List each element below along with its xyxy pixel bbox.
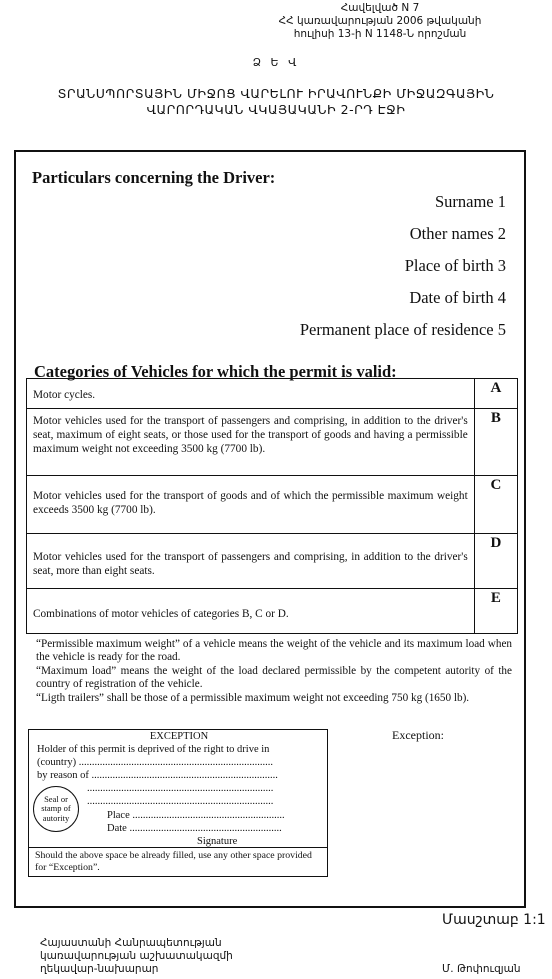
appendix-header xyxy=(230,2,530,41)
category-text: Motor vehicles used for the transport of goods and of which the permissible maximum weight exceeds 3500 kg (7700 lb). xyxy=(27,476,475,534)
document-title xyxy=(0,86,552,118)
definitions xyxy=(36,638,512,705)
definition-light-trailers: “Ligth trailers” shall be those of a permissible maximum weight not exceeding 750 kg (1650 lb). xyxy=(36,691,470,704)
exception-date: Date .......................................................... xyxy=(107,823,282,834)
field-residence: Permanent place of residence 5 xyxy=(299,320,506,339)
definition-permissible-weight: “Permissible maximum weight” of a vehicle means the weight of the vehicle and its maximum load when the vehicle is ready for the road. xyxy=(36,638,512,664)
header-line-2: ՀՀ կառավարության 2006 թվականի xyxy=(278,15,482,27)
title-line-1: ՏՐԱՆՍՊՈՐՏԱՅԻՆ ՄԻՋՈՑ ՎԱՐԵԼՈՒ ԻՐԱՎՈՒՆՔԻ ՄԻՋԱԶԳԱՅԻՆ xyxy=(57,86,495,101)
particulars-heading: Particulars concerning the Driver: xyxy=(32,168,276,187)
scale-label: Մասշտաբ 1:1 xyxy=(442,912,546,928)
exception-box xyxy=(28,729,328,877)
category-letter: D xyxy=(474,534,517,589)
form-code: Ձ Ե Վ xyxy=(252,56,300,69)
signatory-title xyxy=(40,937,233,976)
exception-title: EXCEPTION xyxy=(149,731,209,742)
exception-line-reason: by reason of ....................................................................... xyxy=(37,770,278,781)
exception-line-blank-2: ....................................................................... xyxy=(87,796,274,807)
category-row-a xyxy=(27,379,518,409)
exception-note: Should the above space be already filled, use any other space provided for “Exception”. xyxy=(29,847,327,875)
field-surname: Surname 1 xyxy=(434,192,506,211)
category-row-b xyxy=(27,409,518,476)
signatory-line-3: ղեկավար-նախարար xyxy=(40,963,159,975)
category-row-d xyxy=(27,534,518,589)
category-letter: C xyxy=(474,476,517,534)
signatory-line-1: Հայաստանի Հանրապետության xyxy=(40,937,222,949)
signatory-line-2: կառավարության աշխատակազմի xyxy=(40,950,233,962)
category-row-c xyxy=(27,476,518,534)
categories-heading: Categories of Vehicles for which the permit is valid: xyxy=(34,362,397,381)
field-date-of-birth: Date of birth 4 xyxy=(409,288,506,307)
seal-stamp-circle xyxy=(33,786,79,832)
category-letter: A xyxy=(474,379,517,409)
title-line-2: ՎԱՐՈՐԴԱԿԱՆ ՎԿԱՅԱԿԱՆԻ 2-ՐԴ ԷՋԻ xyxy=(146,102,406,117)
exception-line-blank-1: ....................................................................... xyxy=(87,783,274,794)
field-place-of-birth: Place of birth 3 xyxy=(404,256,506,275)
category-text: Combinations of motor vehicles of categories B, C or D. xyxy=(27,589,475,634)
definition-maximum-load: “Maximum load” means the weight of the load declared permissible by the competent autority of the country of registration of the vehicle. xyxy=(36,664,512,691)
seal-label: Seal or stamp of autority xyxy=(41,793,71,823)
categories-table xyxy=(26,378,518,634)
category-row-e xyxy=(27,589,518,634)
exception-line-country: (country) .......................................................................... xyxy=(37,757,273,768)
category-text: Motor cycles. xyxy=(27,379,475,409)
exception-place: Place .......................................................... xyxy=(107,810,285,821)
signatory-name: Մ. Թոփուզյան xyxy=(442,963,521,975)
header-line-3: հուլիսի 13-ի N 1148-Ն որոշման xyxy=(293,28,467,40)
field-other-names: Other names 2 xyxy=(409,224,506,243)
category-letter: E xyxy=(474,589,517,634)
category-text: Motor vehicles used for the transport of passengers and comprising, in addition to the driver's seat, maximum of eight seats, or those used for the transport of goods and having a permissible maximum weight not exceeding 3500 kg (7700 lb). xyxy=(27,409,475,476)
header-line-1: Հավելված N 7 xyxy=(340,2,420,14)
signature-label: Signature xyxy=(197,836,238,847)
category-text: Motor vehicles used for the transport of passengers and comprising, in addition to the driver's seat, more than eight seats. xyxy=(27,534,475,589)
exception-line-1: Holder of this permit is deprived of the right to drive in xyxy=(37,744,270,755)
category-letter: B xyxy=(474,409,517,476)
exception-label: Exception: xyxy=(392,728,444,742)
